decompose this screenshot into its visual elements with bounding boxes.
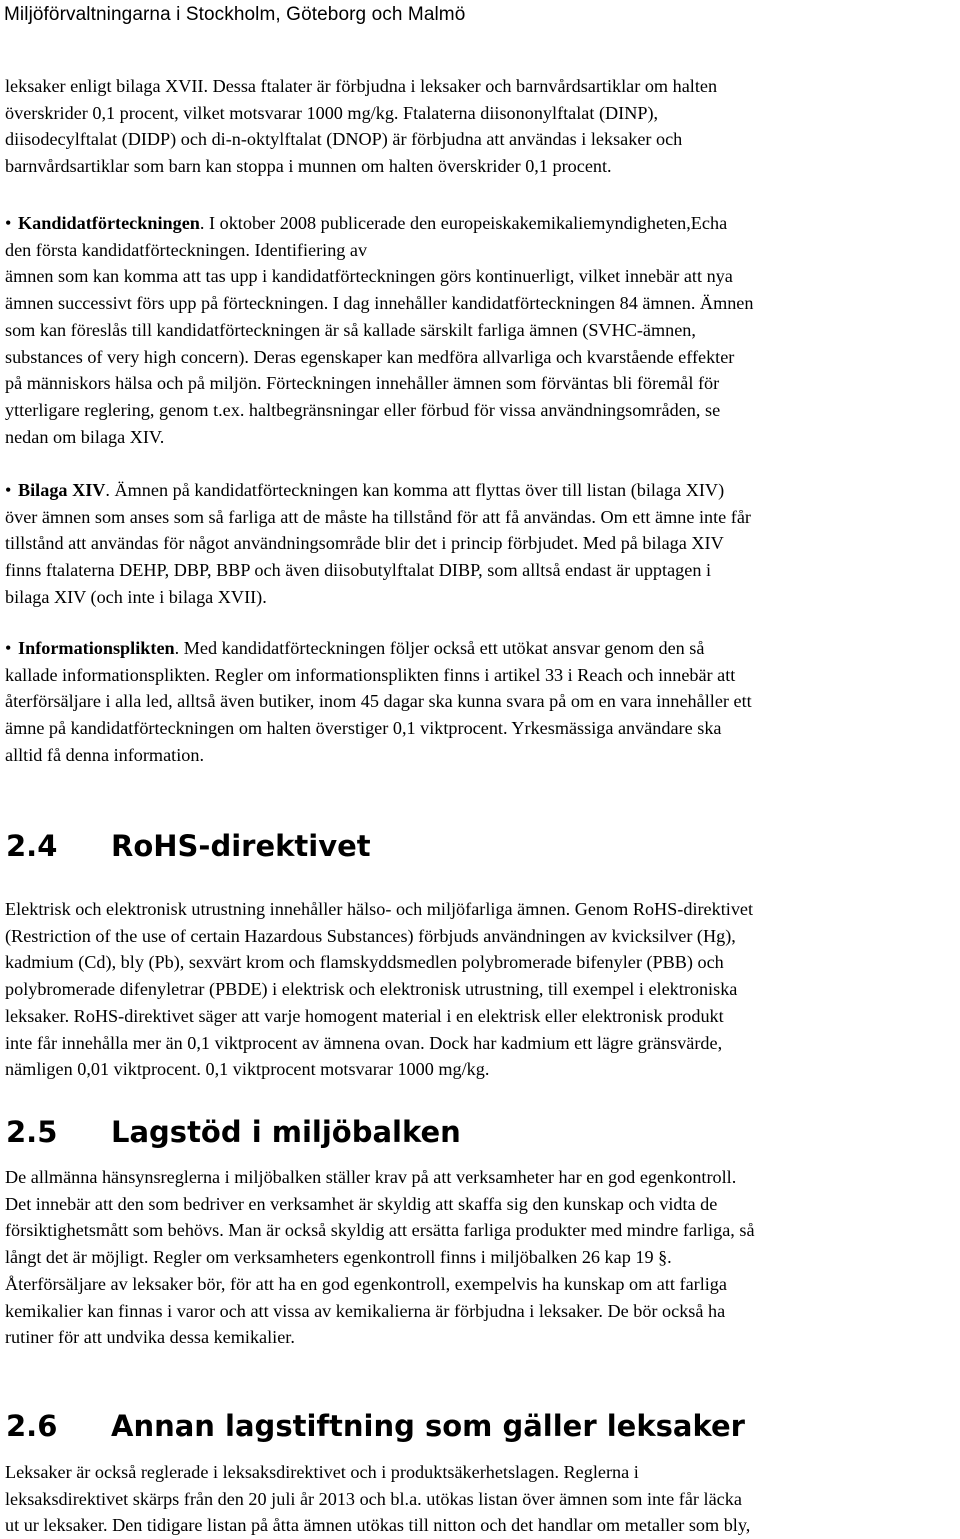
text-line: tillstånd att användas för något användningsområde blir det i princip förbjudet. Med på bilaga XIV xyxy=(5,533,724,554)
text-line: försiktighetsmått som behövs. Man är också skyldig att ersätta farliga produkter med mindre farliga, så xyxy=(5,1220,755,1241)
text-line: kadmium (Cd), bly (Pb), sexvärt krom och flamskyddsmedlen polybromerade bifenyler (PBB) och xyxy=(5,952,724,973)
section-heading-2-5 xyxy=(6,1114,461,1150)
section-number: 2.5 xyxy=(6,1115,58,1149)
text-line: polybromerade difenyletrar (PBDE) i elektrisk och elektronisk utrustning, till exempel i elektroniska xyxy=(5,979,738,1000)
bullet-bilaga-xiv xyxy=(5,477,959,611)
text-line: alltid få denna information. xyxy=(5,744,204,765)
text-line: leksaker. RoHS-direktivet säger att varje homogent material i en elektrisk eller elektronisk produkt xyxy=(5,1005,724,1026)
text-line: inte får innehålla mer än 0,1 viktprocent av ämnena ovan. Dock har kadmium ett lägre gränsvärde, xyxy=(5,1032,723,1053)
text-line: . Med kandidatförteckningen följer också ett utökat ansvar genom den så xyxy=(174,638,705,658)
text-line: återförsäljare i alla led, alltså även butiker, inom 45 dagar ska kunna svara på om en vara innehåller ett xyxy=(5,691,752,712)
text-line: ut ur leksaker. Den tidigare listan på åtta ämnen utökas till nitton och det handlar om metaller som bly, xyxy=(5,1515,751,1536)
text-line: ämnen successivt förs upp på förteckningen. I dag innehåller kandidatförteckningen 84 ämnen. Ämnen xyxy=(5,293,754,314)
text-line: kemikalier kan finnas i varor och att vissa av kemikalierna är förbjudna i leksaker. De bör också ha xyxy=(5,1300,726,1321)
section-title: RoHS-direktivet xyxy=(111,829,371,863)
text-line: De allmänna hänsynsreglerna i miljöbalken ställer krav på att verksamheter har en god egenkontroll. xyxy=(5,1167,737,1187)
text-line: på människors hälsa och på miljön. Förteckningen innehåller ämnen som förväntas bli föremål för xyxy=(5,373,720,394)
bullet-kandidatforteckningen xyxy=(5,210,959,450)
bullet-informationsplikten xyxy=(5,635,959,769)
text-line: ytterligare reglering, genom t.ex. haltbegränsningar eller förbud för vissa användningsområden, se xyxy=(5,399,721,420)
section-body-2-5 xyxy=(5,1164,959,1351)
section-title: Annan lagstiftning som gäller leksaker xyxy=(111,1409,745,1443)
text-line: ämne på kandidatförteckningen om halten överstiger 0,1 viktprocent. Yrkesmässiga användare ska xyxy=(5,718,722,739)
text-line: Det innebär att den som bedriver en verksamhet är skyldig att skaffa sig den kunskap och vidta de xyxy=(5,1193,718,1214)
section-number: 2.6 xyxy=(6,1409,58,1443)
text-line: leksaker enligt bilaga XVII. Dessa ftalater är förbjudna i leksaker och barnvårdsartiklar om halten xyxy=(5,76,718,96)
bullet-term: Informationsplikten xyxy=(18,638,175,658)
section-heading-2-4 xyxy=(6,828,371,864)
text-line: (Restriction of the use of certain Hazardous Substances) förbjuds användningen av kvicksilver (Hg), xyxy=(5,925,736,946)
bullet-term: Bilaga XIV xyxy=(18,480,106,500)
text-line: långt det är möjligt. Regler om verksamheters egenkontroll finns i miljöbalken 26 kap 19 §. xyxy=(5,1247,672,1268)
intro-paragraph xyxy=(5,73,959,180)
text-line: Återförsäljare av leksaker bör, för att ha en god egenkontroll, exempelvis ha kunskap om att farliga xyxy=(5,1273,727,1294)
bullet-icon: • xyxy=(5,638,12,658)
text-line: kallade informationsplikten. Regler om informationsplikten finns i artikel 33 i Reach och innebär att xyxy=(5,664,736,685)
text-line: bilaga XIV (och inte i bilaga XVII). xyxy=(5,586,267,607)
text-line: ämnen som kan komma att tas upp i kandidatförteckningen görs kontinuerligt, vilket innebär att nya xyxy=(5,266,733,287)
section-body-2-6 xyxy=(5,1459,959,1539)
text-line: som kan föreslås till kandidatförteckningen är så kallade särskilt farliga ämnen (SVHC-ämnen, xyxy=(5,319,696,340)
section-heading-2-6 xyxy=(6,1408,745,1444)
text-line: nämligen 0,01 viktprocent. 0,1 viktprocent motsvarar 1000 mg/kg. xyxy=(5,1059,490,1080)
text-line: överskrider 0,1 procent, vilket motsvarar 1000 mg/kg. Ftalaterna diisononylftalat (DINP), xyxy=(5,102,659,123)
text-line: barnvårdsartiklar som barn kan stoppa i munnen om halten överskrider 0,1 procent. xyxy=(5,156,612,177)
text-line: Elektrisk och elektronisk utrustning innehåller hälso- och miljöfarliga ämnen. Genom RoHS-direktivet xyxy=(5,899,754,919)
text-line: Leksaker är också reglerade i leksaksdirektivet och i produktsäkerhetslagen. Reglerna i xyxy=(5,1462,639,1482)
section-body-2-4 xyxy=(5,896,959,1083)
text-line: leksaksdirektivet skärps från den 20 juli år 2013 och bl.a. utökas listan över ämnen som inte får läcka xyxy=(5,1488,742,1509)
bullet-term: Kandidatförteckningen xyxy=(18,213,200,233)
section-number: 2.4 xyxy=(6,829,58,863)
section-title: Lagstöd i miljöbalken xyxy=(111,1115,461,1149)
text-line: substances of very high concern). Deras egenskaper kan medföra allvarliga och kvarstående effekter xyxy=(5,346,735,367)
text-line: över ämnen som anses som så farliga att de måste ha tillstånd för att få användas. Om ett ämne inte får xyxy=(5,506,751,527)
page-header: Miljöförvaltningarna i Stockholm, Göteborg och Malmö xyxy=(4,4,466,25)
text-line: finns ftalaterna DEHP, DBP, BBP och även diisobutylftalat DIBP, som alltså endast är upptagen i xyxy=(5,560,712,581)
text-line: . I oktober 2008 publicerade den europeiskakemikaliemyndigheten,Echa xyxy=(199,213,728,233)
text-line: rutiner för att undvika dessa kemikalier. xyxy=(5,1327,295,1348)
text-line: diisodecylftalat (DIDP) och di-n-oktylftalat (DNOP) är förbjudna att användas i leksaker och xyxy=(5,129,683,150)
text-line: nedan om bilaga XIV. xyxy=(5,426,165,447)
text-line: . Ämnen på kandidatförteckningen kan komma att flyttas över till listan (bilaga XIV) xyxy=(105,480,725,500)
bullet-icon: • xyxy=(5,213,12,233)
bullet-icon: • xyxy=(5,480,12,500)
text-line: den första kandidatförteckningen. Identifiering av xyxy=(5,239,368,260)
